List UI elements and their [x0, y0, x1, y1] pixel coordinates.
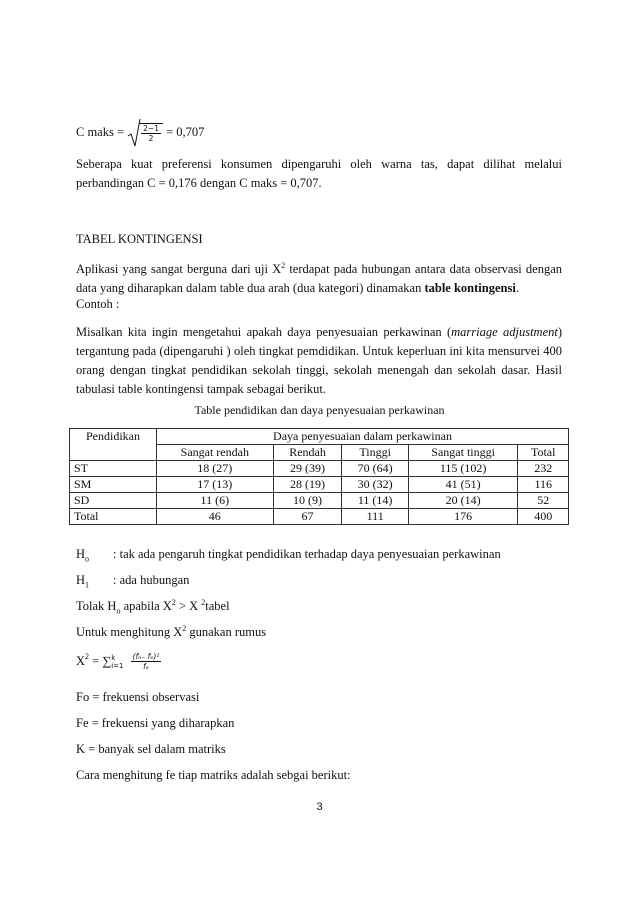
- cmaks-result: = 0,707: [166, 124, 205, 139]
- table-cell: 115 (102): [408, 461, 518, 477]
- table-cell: 29 (39): [273, 461, 342, 477]
- table-cell: 111: [342, 509, 408, 525]
- h0-sub: o: [85, 554, 90, 564]
- table-cell: 18 (27): [157, 461, 274, 477]
- table-cell: 46: [157, 509, 274, 525]
- table-cell: 10 (9): [273, 493, 342, 509]
- example-italic: marriage adjustment: [451, 325, 558, 339]
- table-cell: 52: [518, 493, 569, 509]
- h0-text: : tak ada pengaruh tingkat pendidikan terhadap daya penyesuaian perkawinan: [113, 547, 501, 561]
- example-label: Contoh :: [76, 297, 120, 311]
- row-label: Total: [70, 509, 157, 525]
- group-header-cell: Daya penyesuaian dalam perkawinan: [157, 429, 569, 445]
- h1-label: H: [76, 573, 86, 587]
- row-header-cell: Pendidikan: [70, 429, 157, 461]
- tolak-sup-1: 2: [171, 598, 176, 607]
- table-row: [70, 509, 569, 525]
- formula-sup: 2: [85, 652, 90, 662]
- formula-fraction: [131, 652, 162, 671]
- table-cell: 176: [408, 509, 518, 525]
- table-header-row: [70, 429, 569, 445]
- cmaks-fraction: [139, 123, 163, 143]
- chi-square-formula: [76, 652, 161, 682]
- cmaks-line: [76, 118, 204, 148]
- definition-fo: Fo = frekuensi observasi: [76, 690, 200, 704]
- formula-sum-sign: = ∑: [89, 654, 112, 668]
- intro-sup: 2: [281, 261, 286, 270]
- intro-text-3: .: [515, 281, 519, 296]
- tolak-text-1: Tolak H: [76, 599, 117, 614]
- example-text-2: ) tergantung pada (dipengaruhi ) oleh tingkat pemdidikan. Untuk keperluan ini kita mensurvei 400 orang dengan tingkat pendidikan sekolah tinggi, sekolah menengah dan sekolah dasar. Hasil tabulasi table kontingensi tampak sebagai berikut.: [76, 325, 563, 396]
- intro-bold-term: table kontingensi: [424, 281, 516, 296]
- tolak-text-4: tabel: [205, 599, 230, 614]
- formula-intro: [76, 624, 266, 640]
- example-text-1: Misalkan kita ingin mengetahui apakah daya penyesuaian perkawinan (: [76, 325, 452, 339]
- tolak-sub: o: [116, 606, 121, 616]
- untuk-text-1: Untuk menghitung X: [76, 625, 183, 640]
- hypothesis-alt: [76, 573, 190, 590]
- formula-denominator: fₑ: [143, 662, 149, 671]
- cmaks-label: C maks =: [76, 124, 125, 139]
- row-label: SM: [70, 477, 157, 493]
- h1-text: : ada hubungan: [113, 573, 190, 587]
- tolak-text-3: > X: [175, 599, 202, 614]
- table-row: [70, 493, 569, 509]
- row-label: SD: [70, 493, 157, 509]
- table-cell: 116: [518, 477, 569, 493]
- cmaks-frac-num: 2−1: [143, 124, 159, 133]
- h1-sub: 1: [85, 580, 90, 590]
- tolak-text-2: apabila X: [120, 599, 172, 614]
- column-header: Tinggi: [342, 445, 408, 461]
- table-cell: 67: [273, 509, 342, 525]
- fe-method-text: Cara menghitung fe tiap matriks adalah sebgai berikut:: [76, 768, 351, 782]
- formula-lhs: X: [76, 654, 86, 668]
- definition-fe: Fe = frekuensi yang diharapkan: [76, 716, 235, 730]
- table-cell: 41 (51): [408, 477, 518, 493]
- section-heading: TABEL KONTINGENSI: [76, 232, 203, 246]
- table-cell: 17 (13): [157, 477, 274, 493]
- row-label: ST: [70, 461, 157, 477]
- table-cell: 28 (19): [273, 477, 342, 493]
- column-header: Total: [518, 445, 569, 461]
- hypothesis-null: [76, 547, 501, 564]
- page-number: 3: [316, 801, 323, 813]
- column-header: Rendah: [273, 445, 342, 461]
- table-cell: 11 (6): [157, 493, 274, 509]
- column-header: Sangat rendah: [157, 445, 274, 461]
- table-cell: 20 (14): [408, 493, 518, 509]
- table-row: [70, 477, 569, 493]
- table-cell: 70 (64): [342, 461, 408, 477]
- rejection-rule: [76, 598, 230, 616]
- table-row: [70, 461, 569, 477]
- table-caption: Table pendidikan dan daya penyesuaian perkawinan: [194, 403, 445, 417]
- formula-limit-top: k: [111, 653, 116, 662]
- paragraph-comparison: Seberapa kuat preferensi konsumen dipengaruhi oleh warna tas, dapat dilihat melalui perbandingan C = 0,176 dengan C maks = 0,707.: [76, 157, 562, 190]
- paragraph-intro: [76, 256, 562, 298]
- cmaks-frac-den: 2: [148, 134, 154, 143]
- untuk-text-2: gunakan rumus: [186, 625, 267, 640]
- column-header: Sangat tinggi: [408, 445, 518, 461]
- table-cell: 30 (32): [342, 477, 408, 493]
- definition-k: K = banyak sel dalam matriks: [76, 742, 226, 756]
- table-cell: 11 (14): [342, 493, 408, 509]
- table-cell: 232: [518, 461, 569, 477]
- formula-numerator: (fₒ₋ fₑ)²: [132, 652, 160, 661]
- formula-limit-bottom: i=1: [111, 661, 124, 670]
- untuk-sup: 2: [182, 624, 187, 633]
- intro-text-1: Aplikasi yang sangat berguna dari uji X: [76, 262, 282, 277]
- tolak-sup-2: 2: [201, 598, 206, 607]
- paragraph-example: [76, 323, 562, 399]
- formula-limits: [111, 654, 123, 670]
- table-cell: 400: [518, 509, 569, 525]
- contingency-table: [69, 428, 569, 525]
- intro-text-2: terdapat pada hubungan antara data observasi dengan data yang diharapkan dalam table dua arah (dua kategori) dinamakan: [76, 262, 563, 296]
- h0-label: H: [76, 547, 86, 561]
